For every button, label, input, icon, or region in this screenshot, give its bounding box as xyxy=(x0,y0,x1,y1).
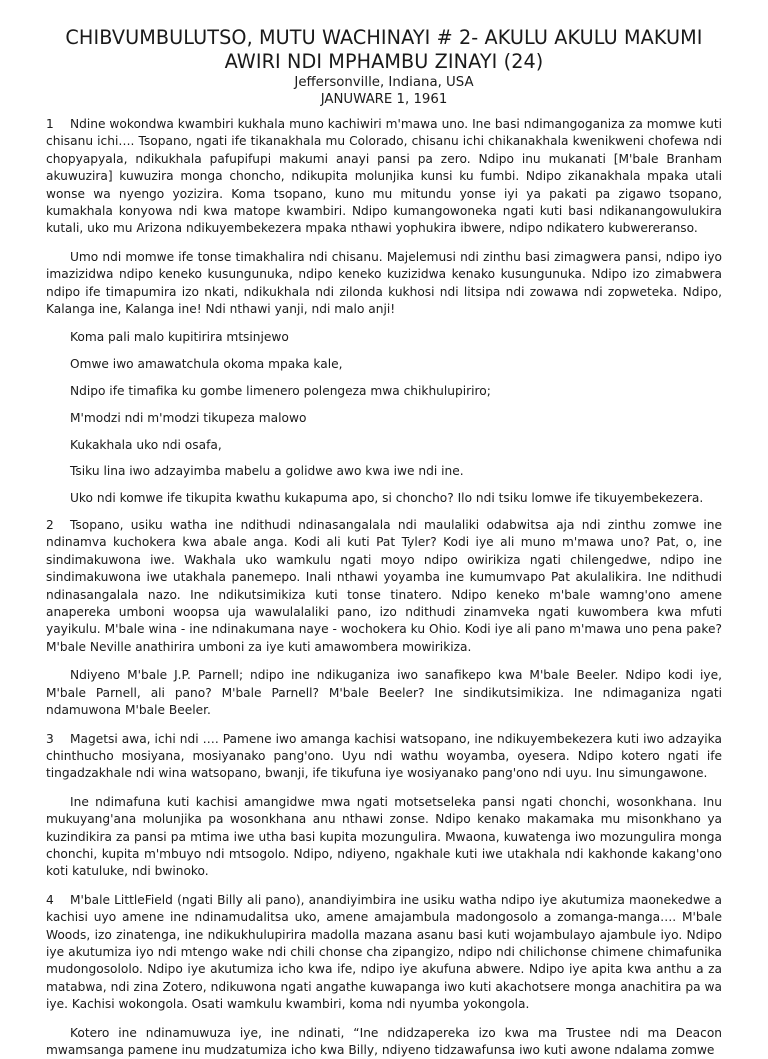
verse-line: M'modzi ndi m'modzi tikupeza malowo xyxy=(70,410,307,425)
paragraph-1 xyxy=(46,116,722,238)
paragraph-text: Tsopano, usiku watha ine ndithudi ndinasangalala ndi maulaliki odabwitsa aja ndi zinthu zomwe ine ndinamva kuchokera kwa abale anga. Kodi ali kuti Pat Tyler? Kodi iye ali muno m'mawa uno? Pat, o, ine sindimakuwona iwe. Wakhala uko wamkulu ngati moyo ndipo owirikiza ngati chilengedwe, ndipo ine sindimakuwona iwe utakhala panemepo. Inali nthawi yoyamba ine kumumvapo Pat akulalikira. Ine ndithudi ndinasangalala nazo. Ine ndikutsimikiza kuti tonse tinatero. Ndipo keneko m'bale wamng'ono amene anapereka umboni woopsa uja wawulalaliki pano, izo ndithudi zinamveka ngati kuwombera kwa mfuti yayikulu. M'bale wina - ine ndinakumana naye - wochokera ku Ohio. Kodi iye ali pano m'mawa uno pena pake? M'bale Neville anathirira umboni za iye kuti amawombera mowirikiza. xyxy=(46,518,722,654)
paragraph-1c: Uko ndi komwe ife tikupita kwathu kukapuma apo, si choncho? Ilo ndi tsiku lomwe ife tikuyembekezera. xyxy=(70,491,704,506)
verse-line: Omwe iwo amawatchula okoma mpaka kale, xyxy=(70,357,343,372)
paragraph-number: 1 xyxy=(46,117,54,131)
sermon-location: Jeffersonville, Indiana, USA xyxy=(294,75,474,90)
paragraph-4 xyxy=(46,892,722,1014)
verse-line: Kukakhala uko ndi osafa, xyxy=(70,437,222,452)
paragraph-number: 4 xyxy=(46,892,54,907)
paragraph-number: 3 xyxy=(46,731,54,746)
paragraph-text: M'bale LittleField (ngati Billy ali pano), anandiyimbira ine usiku watha ndipo iye akutumiza maonekedwe a kachisi uyo amene ine ndinamudalitsa uko, amene amajambula madongosolo a zomanga-manga…. M'bale Woods, izo zinatenga, ine ndikukhulupirira madolla mazana asanu basi kuti wojambulayo ajambule iyo. Ndipo iye akutumiza iyo ndi mtengo wake ndi chili chonse cha zipangizo, ndipo ndi chilichonse chimene chimafunika mudongosololo. Ndipo iye akutumiza icho kwa ife, ndipo iye akufuna abwere. Ndipo iye apita kwa anthu a za matabwa, ndi zina Zotero, ndikuwona ngati angathe kuwapanga iwo kuti akachotsere monga anachitira pa wa iye. Kachisi wokongola. Osati wamkulu kwambiri, koma ndi nyumba yokongola. xyxy=(46,892,722,1012)
paragraph-text: Ndine wokondwa kwambiri kukhala muno kachiwiri m'mawa uno. Ine basi ndimangoganiza za momwe kuti chisanu ichi…. Tsopano, ngati ife tikanakhala mu Colorado, chisanu ichi chikanakhala kwenikweni chofewa ndi chopyapyala, ndikukhala pafupifupi makumi anayi pansi pa zero. Ndipo inu mukanati [M'bale Branham akuwuzira] kuwuzira monga choncho, ndikupita molunjika kunsi ku fumbi. Ndipo zikanakhala mpaka utali wonse wa nyengo yozizira. Koma tsopano, kuno mu mitundu yonse iyi ya pakati pa zigawo tsopano, kumakhala konyowa ndi kwa matope kwambiri. Ndipo kumangowoneka ngati kuti basi ndikanangowulukira kutali, uko mu Arizona ndikuyembekezera mpaka nthawi yophukira ibwere, ndipo ndikatero kubwereranso. xyxy=(46,117,722,236)
paragraph-2 xyxy=(46,517,722,656)
verse-line: Koma pali malo kupitirira mtsinjewo xyxy=(70,330,289,345)
sermon-body xyxy=(46,116,722,1059)
verse-line: Tsiku lina iwo adzayimba mabelu a golidwe awo kwa iwe ndi ine. xyxy=(70,464,464,479)
verse-line: Ndipo ife timafika ku gombe limenero polengeza mwa chikhulupiriro; xyxy=(70,384,491,399)
paragraph-text: Magetsi awa, ichi ndi …. Pamene iwo amanga kachisi watsopano, ine ndikuyembekezera kuti iwo adzayika chinthucho mosiyana, mosiyanako pang'ono. Uyu ndi wathu woyamba, oyesera. Ndipo kotero ngati ife tingadzakhale ndi wina watsopano, bwanji, ife tikufuna iye wosiyanako pang'ono ndi uyu. Inu simungawone. xyxy=(46,731,722,781)
paragraph-2b: Ndiyeno M'bale J.P. Parnell; ndipo ine ndikuganiza iwo sanafikepo kwa M'bale Beeler. Ndipo kodi iye, M'bale Parnell, ali pano? M'bale Parnell? M'bale Beeler? Ine sindikutsimikiza. Ine ndimaganiza ngati ndamuwona M'bale Beeler. xyxy=(46,668,722,718)
sermon-title: CHIBVUMBULUTSO, MUTU WACHINAYI # 2- AKULU AKULU MAKUMI AWIRI NDI MPHAMBU ZINAYI (24) xyxy=(65,26,703,73)
paragraph-number: 2 xyxy=(46,518,54,533)
paragraph-3 xyxy=(46,731,722,783)
paragraph-3b: Ine ndimafuna kuti kachisi amangidwe mwa ngati motsetseleka pansi ngati chonchi, wosonkhana. Inu mukuyang'ana molunjika pa wosonkhana anu nthawi zonse. Ndipo kenako makamaka mu misonkhano ya kuzindikira za pansi pa mtima iwe utha basi kupita mozungulira. Mwaona, kuwatenga iwo mozungulira monga chonchi, kupita m'mbuyo ndi mtsogolo. Ndipo, ndiyeno, ngakhale kuti iwe utakhala ndi kakhonde kakang'ono koti katuluke, ndi bwinoko. xyxy=(46,794,722,879)
paragraph-1b: Umo ndi momwe ife tonse timakhalira ndi chisanu. Majelemusi ndi zinthu basi zimagwera pansi, ndipo iyo imazizidwa ndipo keneko kusungunuka, ndipo keneko kuzizidwa kenako kusungunuka. Ndipo izo zimabwera ndipo ife timapumira izo nkati, ndikukhala ndi zilonda kukhosi ndi litsipa ndi zowawa ndi zopweteka. Ndipo, Kalanga ine, Kalanga ine! Ndi nthawi yanji, ndi malo anji! xyxy=(46,249,722,317)
sermon-date: JANUWARE 1, 1961 xyxy=(320,92,448,107)
paragraph-4b: Kotero ine ndinamuwuza iye, ine ndinati, “Ine ndidzapereka izo kwa ma Trustee ndi ma Deacon mwamsanga pamene inu mudzatumiza icho kwa Billy, ndiyeno tidzawafunsa iwo kuti awone ndalama zomwe xyxy=(46,1025,722,1058)
